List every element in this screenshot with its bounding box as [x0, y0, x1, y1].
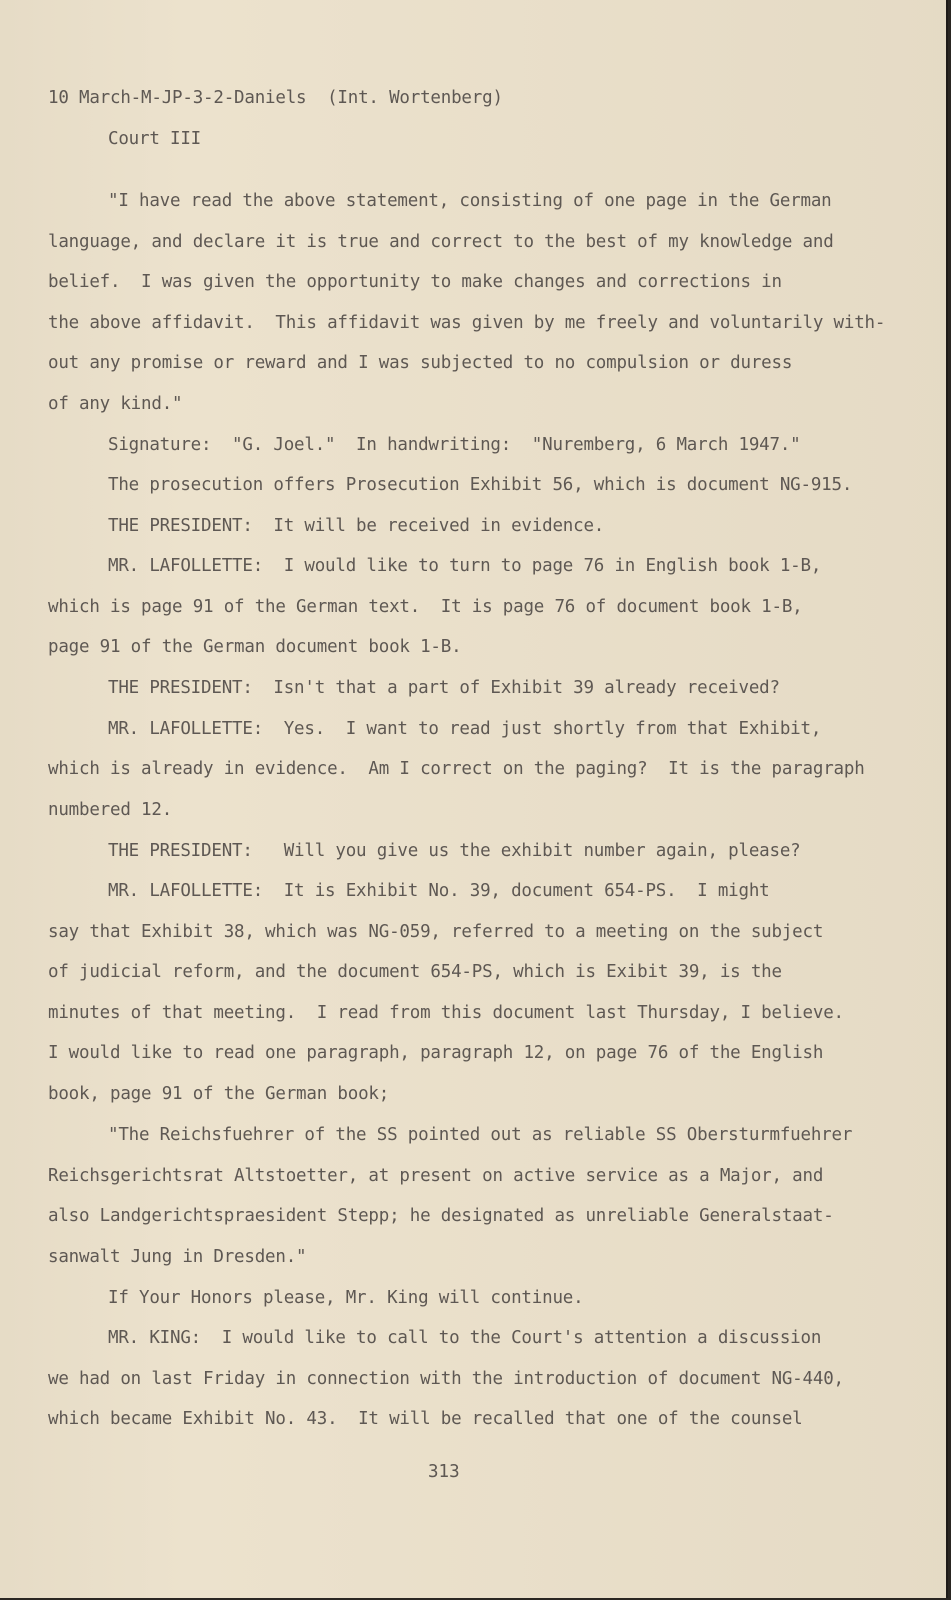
text-line: "The Reichsfuehrer of the SS pointed out as reliable SS Obersturmfuehrer	[108, 1125, 853, 1145]
text-line: belief. I was given the opportunity to make changes and corrections in	[48, 272, 782, 292]
text-line: of any kind."	[48, 394, 183, 414]
text-line: we had on last Friday in connection with the introduction of document NG-440,	[48, 1369, 844, 1389]
text-line: If Your Honors please, Mr. King will continue.	[108, 1288, 584, 1308]
text-line: THE PRESIDENT: It will be received in evidence.	[108, 516, 605, 536]
text-line: say that Exhibit 38, which was NG-059, referred to a meeting on the subject	[48, 922, 824, 942]
text-line: numbered 12.	[48, 800, 173, 820]
text-line: book, page 91 of the German book;	[48, 1084, 390, 1104]
text-line: page 91 of the German document book 1-B.	[48, 637, 462, 657]
text-line: Signature: "G. Joel." In handwriting: "Nuremberg, 6 March 1947."	[108, 435, 801, 455]
text-line: I would like to read one paragraph, paragraph 12, on page 76 of the English	[48, 1043, 824, 1063]
text-line: MR. LAFOLLETTE: I would like to turn to page 76 in English book 1-B,	[108, 556, 822, 576]
text-line: Reichsgerichtsrat Altstoetter, at present on active service as a Major, and	[48, 1166, 824, 1186]
text-line: out any promise or reward and I was subjected to no compulsion or duress	[48, 353, 793, 373]
text-line: "I have read the above statement, consisting of one page in the German	[108, 191, 832, 211]
court-label: Court III	[108, 129, 202, 149]
text-line: MR. KING: I would like to call to the Court's attention a discussion	[108, 1328, 822, 1348]
text-line: also Landgerichtspraesident Stepp; he designated as unreliable Generalstaat-	[48, 1206, 834, 1226]
text-line: THE PRESIDENT: Will you give us the exhibit number again, please?	[108, 841, 801, 861]
text-line: MR. LAFOLLETTE: It is Exhibit No. 39, document 654-PS. I might	[108, 881, 770, 901]
text-line: minutes of that meeting. I read from this document last Thursday, I believe.	[48, 1003, 844, 1023]
text-line: of judicial reform, and the document 654-PS, which is Exibit 39, is the	[48, 962, 782, 982]
text-line: the above affidavit. This affidavit was given by me freely and voluntarily with-	[48, 313, 886, 333]
text-line: language, and declare it is true and correct to the best of my knowledge and	[48, 232, 834, 252]
text-line: which became Exhibit No. 43. It will be recalled that one of the counsel	[48, 1409, 803, 1429]
page-number: 313	[428, 1462, 460, 1482]
text-line: THE PRESIDENT: Isn't that a part of Exhibit 39 already received?	[108, 678, 780, 698]
text-line: which is already in evidence. Am I correct on the paging? It is the paragraph	[48, 759, 865, 779]
page-header: 10 March-M-JP-3-2-Daniels (Int. Wortenberg)	[48, 88, 503, 108]
text-line: sanwalt Jung in Dresden."	[48, 1247, 307, 1267]
text-line: The prosecution offers Prosecution Exhibit 56, which is document NG-915.	[108, 475, 853, 495]
margin-mark	[910, 0, 912, 40]
text-line: which is page 91 of the German text. It is page 76 of document book 1-B,	[48, 597, 803, 617]
text-line: MR. LAFOLLETTE: Yes. I want to read just shortly from that Exhibit,	[108, 719, 822, 739]
